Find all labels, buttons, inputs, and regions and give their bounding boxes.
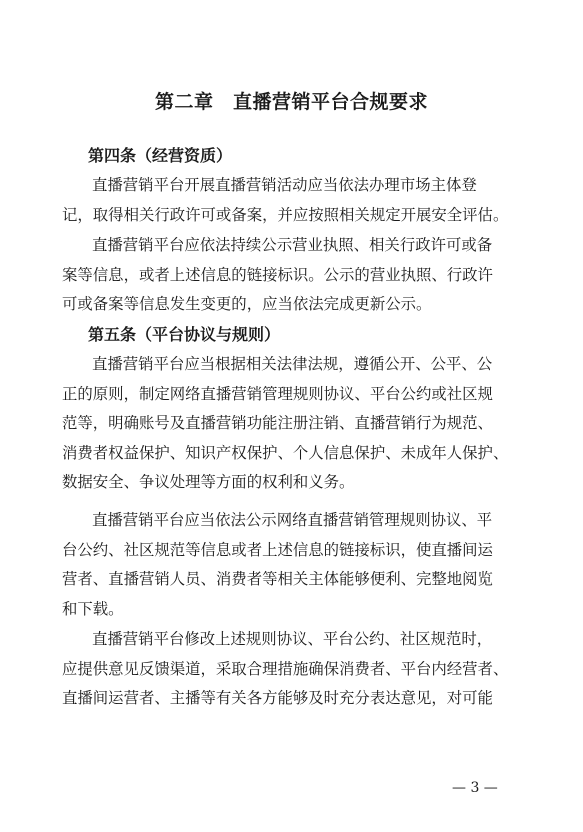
paragraph-line: 和下载。 (62, 599, 124, 618)
paragraph-line: 直播营销平台应当根据相关法律法规，遵循公开、公平、公 (92, 355, 493, 373)
page-number: — 3 — (452, 780, 498, 796)
article-heading-5: 第五条（平台协议与规则） (88, 325, 281, 344)
paragraph-line: 可或备案等信息发生变更的，应当依法完成更新公示。 (62, 295, 432, 314)
paragraph-line: 直播营销平台应依法持续公示营业执照、相关行政许可或备 (92, 236, 493, 254)
paragraph-line: 直播营销平台应当依法公示网络直播营销管理规则协议、平 (92, 511, 493, 529)
paragraph-line: 台公约、社区规范等信息或者上述信息的链接标识，使直播间运 (62, 540, 493, 559)
paragraph-line: 直播营销平台开展直播营销活动应当依法办理市场主体登 (92, 176, 477, 194)
chapter-title: 第二章 直播营销平台合规要求 (154, 91, 428, 113)
paragraph-line: 数据安全、争议处理等方面的权利和义务。 (62, 473, 355, 492)
article-5-paragraph-1 (62, 350, 524, 498)
paragraph-line: 直播间运营者、主播等有关各方能够及时充分表达意见，对可能 (62, 689, 493, 708)
paragraph-line: 案等信息，或者上述信息的链接标识。公示的营业执照、行政许 (62, 265, 493, 284)
paragraph-line: 消费者权益保护、知识产权保护、个人信息保护、未成年人保护、 (62, 443, 509, 462)
article-4-paragraph-2 (62, 231, 524, 320)
article-4-paragraph-1 (62, 171, 524, 230)
paragraph-line: 范等，明确账号及直播营销功能注册注销、直播营销行为规范、 (62, 414, 493, 433)
article-5-paragraph-2 (62, 506, 524, 624)
article-heading-4: 第四条（经营资质） (88, 146, 233, 165)
paragraph-line: 记，取得相关行政许可或备案，并应按照相关规定开展安全评估。 (62, 205, 509, 224)
paragraph-line: 直播营销平台修改上述规则协议、平台公约、社区规范时， (92, 630, 493, 648)
paragraph-line: 应提供意见反馈渠道，采取合理措施确保消费者、平台内经营者、 (62, 659, 509, 678)
paragraph-line: 正的原则，制定网络直播营销管理规则协议、平台公约或社区规 (62, 384, 493, 403)
paragraph-line: 营者、直播营销人员、消费者等相关主体能够便利、完整地阅览 (62, 570, 493, 589)
article-5-paragraph-3 (62, 625, 524, 714)
